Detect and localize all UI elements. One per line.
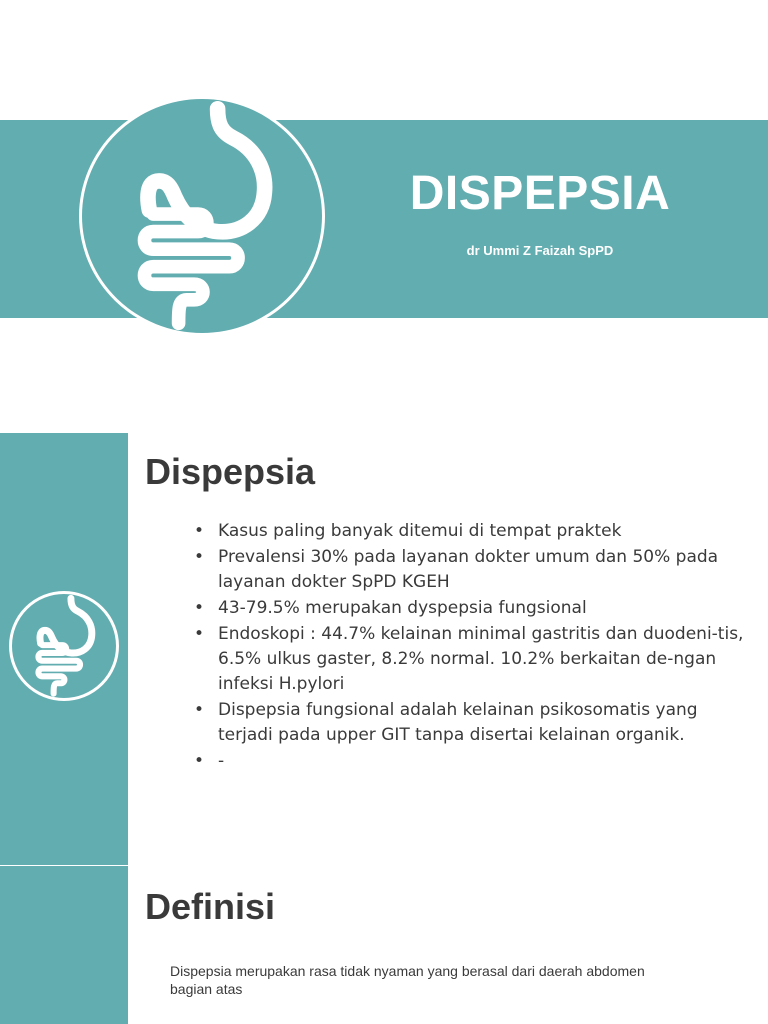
- list-item: [190, 545, 745, 595]
- bullet-text: -: [218, 751, 225, 771]
- bullet-text: Prevalensi 30% pada layanan dokter umum dan 50% pada layanan dokter SpPD KGEH: [218, 547, 719, 592]
- stomach-intestine-icon: [82, 99, 322, 333]
- side-band: [0, 866, 128, 1024]
- bullet-list: [190, 519, 745, 775]
- presentation-author: dr Ummi Z Faizah SpPD: [466, 243, 614, 258]
- stomach-intestine-icon: [12, 594, 116, 698]
- bullet-marker: •: [194, 547, 205, 567]
- bullet-marker: •: [194, 751, 205, 771]
- bullet-marker: •: [194, 624, 205, 644]
- bullet-text: 43-79.5% merupakan dyspepsia fungsional: [218, 598, 587, 618]
- definisi-slide: [0, 866, 768, 1024]
- list-item: [190, 596, 745, 621]
- slide-heading: Definisi: [145, 886, 276, 927]
- list-item: [190, 622, 745, 697]
- bullet-marker: •: [194, 598, 205, 618]
- presentation-title: DISPEPSIA: [409, 167, 671, 220]
- title-logo-circle: [79, 96, 325, 336]
- list-item: [190, 519, 745, 544]
- bullet-marker: •: [194, 700, 205, 720]
- bullet-text: Endoskopi : 44.7% kelainan minimal gastritis dan duodeni-tis, 6.5% ulkus gaster, 8.2% normal. 10.2% berkaitan de-ngan infeksi H.pylori: [218, 624, 744, 694]
- definition-text: Dispepsia merupakan rasa tidak nyaman yang berasal dari daerah abdomen bagian atas: [170, 963, 645, 997]
- bullet-marker: •: [194, 521, 205, 541]
- list-item: [190, 749, 745, 774]
- bullet-text: Kasus paling banyak ditemui di tempat praktek: [218, 521, 622, 541]
- dispepsia-slide: [0, 433, 768, 865]
- side-logo-circle: [9, 591, 119, 701]
- bullet-text: Dispepsia fungsional adalah kelainan psikosomatis yang terjadi pada upper GIT tanpa disertai kelainan organik.: [218, 700, 698, 745]
- title-slide: [0, 0, 768, 412]
- list-item: [190, 698, 745, 748]
- slide-heading: Dispepsia: [145, 451, 316, 492]
